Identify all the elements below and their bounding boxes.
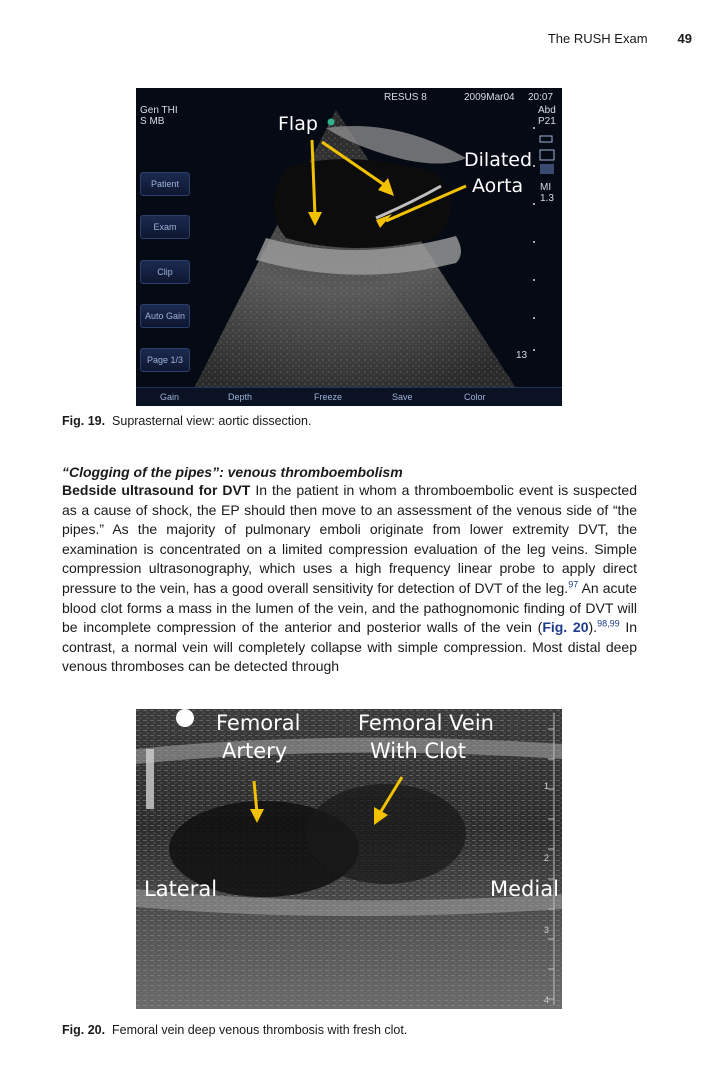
label-femoral-artery-line-2: Artery (222, 739, 288, 763)
label-lateral: Lateral (144, 877, 218, 901)
paragraph-part-3: ). (588, 619, 598, 636)
label-flap: Flap (278, 113, 318, 135)
running-head (548, 31, 692, 46)
label-dilated: Dilated (464, 149, 533, 171)
mi-label: MI (540, 182, 552, 193)
gain-button[interactable]: Gain (160, 392, 180, 402)
save-button[interactable]: Save (392, 392, 413, 402)
figure-20-caption-text: Femoral vein deep venous thrombosis with fresh clot. (112, 1023, 408, 1037)
clip-button[interactable]: Clip (140, 260, 190, 284)
depth-mark-1: 1 (544, 781, 550, 791)
figure-20-caption (62, 1023, 407, 1037)
label-medial: Medial (490, 877, 559, 901)
figure-19-caption-text: Suprasternal view: aortic dissection. (112, 414, 312, 428)
figure-19-label: Fig. 19. (62, 414, 106, 428)
label-femoral-artery-line-1: Femoral (216, 711, 301, 735)
figure-19-ultrasound-image (136, 88, 562, 406)
mode-line-1: Gen THI (140, 105, 178, 116)
depth-readout: 13 (516, 350, 528, 361)
figure-20-label: Fig. 20. (62, 1023, 106, 1037)
paragraph-part-4: In contrast, a normal vein will completely collapse with simple compression. Most distal deep venous thromboses can be detected through (62, 619, 637, 675)
page-button[interactable]: Page 1/3 (140, 348, 190, 372)
linear-scan-image (136, 709, 562, 1009)
figure-20-ultrasound-image (136, 709, 562, 1009)
mi-readout (540, 182, 554, 204)
label-femoral-vein-line-2: With Clot (370, 739, 466, 763)
preset-line-2: P21 (538, 116, 556, 127)
figure-19-caption (62, 414, 311, 428)
freeze-button[interactable]: Freeze (314, 392, 343, 402)
label-aorta: Aorta (472, 175, 524, 197)
paragraph-part-1: In the patient in whom a thromboembolic event is suspected as a cause of shock, the EP should then move to an assessment of the venous side of “the pipes.” As the majority of pulmonary emboli originate from lower extremity DVT, the examination is concentrated on a limited compression evaluation of the leg veins. Simple compression ultrasonography, which uses a high frequency linear probe to apply direct pressure to the vein, has a good overall sensitivity for detection of DVT of the leg. (62, 482, 638, 596)
running-head-title: The RUSH Exam (547, 31, 648, 46)
figure-20-link[interactable]: Fig. 20 (542, 619, 589, 636)
depth-mark-4: 4 (544, 995, 550, 1005)
depth-mark-2: 2 (544, 853, 550, 863)
mode-readout (140, 105, 178, 127)
mi-value: 1.3 (540, 193, 554, 204)
section-title: “Clogging of the pipes”: venous thromboembolism (62, 464, 403, 480)
run-in-heading: Bedside ultrasound for DVT (62, 482, 251, 498)
preset-line-1: Abd (538, 105, 556, 116)
color-button[interactable]: Color (464, 392, 486, 402)
ultrasound-control-bar (136, 387, 562, 406)
citation-97[interactable]: 97 (568, 579, 579, 590)
exam-button[interactable]: Exam (140, 215, 190, 239)
orientation-dot (176, 709, 194, 727)
label-femoral-vein-line-1: Femoral Vein (358, 711, 494, 735)
auto-gain-button[interactable]: Auto Gain (140, 304, 190, 328)
resus-label: RESUS 8 (384, 92, 427, 103)
citation-98-99[interactable]: 98,99 (597, 618, 620, 629)
time-readout: 20:07 (528, 92, 554, 103)
paragraph-part-2: An acute blood clot forms a mass in the lumen of the vein, and the pathognomonic finding of DVT will be incomplete compression of the anterior and posterior walls of the vein ( (62, 579, 637, 636)
depth-button[interactable]: Depth (228, 392, 253, 402)
date-readout: 2009Mar04 (464, 92, 515, 103)
patient-button[interactable]: Patient (140, 172, 190, 196)
mode-line-2: S MB (140, 116, 165, 127)
preset-readout (538, 105, 556, 127)
page-number: 49 (677, 31, 692, 46)
body-paragraph (62, 481, 637, 677)
depth-mark-3: 3 (544, 925, 550, 935)
sector-scan-image (136, 88, 562, 406)
orientation-marker (328, 119, 335, 126)
